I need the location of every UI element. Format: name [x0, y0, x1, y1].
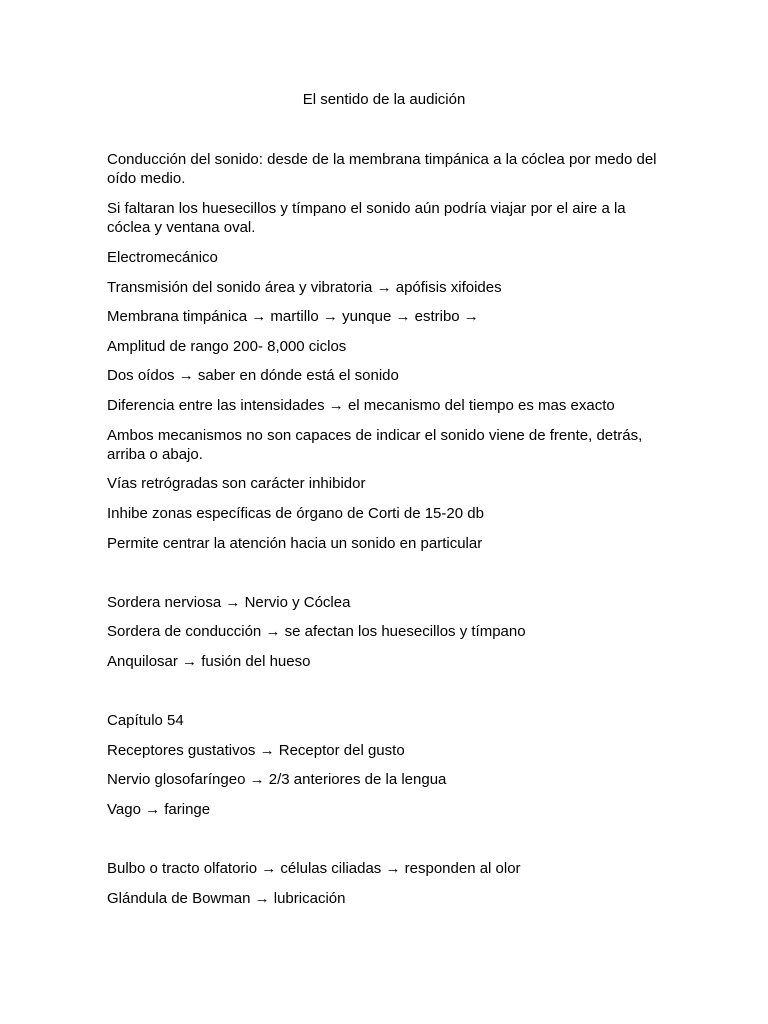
paragraph-electromechanical: Electromecánico [107, 249, 218, 266]
paragraph-intensity-difference: Diferencia entre las intensidades → el mecanismo del tiempo es mas exacto [107, 397, 615, 414]
paragraph-olfactory-bulb: Bulbo o tracto olfatorio → células ciliadas → responden al olor [107, 860, 521, 877]
document-title: El sentido de la audición [302, 91, 466, 108]
paragraph-taste-receptors: Receptores gustativos → Receptor del gusto [107, 742, 405, 759]
paragraph-retrograde-pathways: Vías retrógradas son carácter inhibidor [107, 475, 366, 492]
paragraph-nerve-deafness: Sordera nerviosa → Nervio y Cóclea [107, 594, 351, 611]
paragraph-missing-ossicles: Si faltaran los huesecillos y tímpano el sonido aún podría viajar por el aire a la cóclea y ventana oval. [107, 200, 626, 236]
paragraph-sound-conduction: Conducción del sonido: desde de la membrana timpánica a la cóclea por medo del oído medio. [107, 151, 657, 187]
paragraph-vagus: Vago → faringe [107, 801, 211, 818]
paragraph-conduction-deafness: Sordera de conducción → se afectan los huesecillos y tímpano [107, 623, 526, 640]
paragraph-bowman-gland: Glándula de Bowman → lubricación [107, 890, 346, 907]
paragraph-range-amplitude: Amplitud de rango 200- 8,000 ciclos [107, 338, 347, 355]
paragraph-corti-inhibition: Inhibe zonas específicas de órgano de Corti de 15-20 db [107, 505, 484, 522]
paragraph-ankylosis: Anquilosar → fusión del hueso [107, 653, 311, 670]
paragraph-both-mechanisms: Ambos mecanismos no son capaces de indicar el sonido viene de frente, detrás, arriba o abajo. [107, 427, 643, 463]
paragraph-sound-transmission: Transmisión del sonido área y vibratoria → apófisis xifoides [107, 279, 502, 296]
paragraph-glossopharyngeal: Nervio glosofaríngeo → 2/3 anteriores de la lengua [107, 771, 447, 788]
paragraph-two-ears: Dos oídos → saber en dónde está el sonido [107, 367, 399, 384]
paragraph-attention: Permite centrar la atención hacia un sonido en particular [107, 535, 483, 552]
paragraph-tympanic-membrane: Membrana timpánica → martillo → yunque → estribo → [107, 308, 479, 325]
chapter-heading: Capítulo 54 [107, 712, 184, 729]
